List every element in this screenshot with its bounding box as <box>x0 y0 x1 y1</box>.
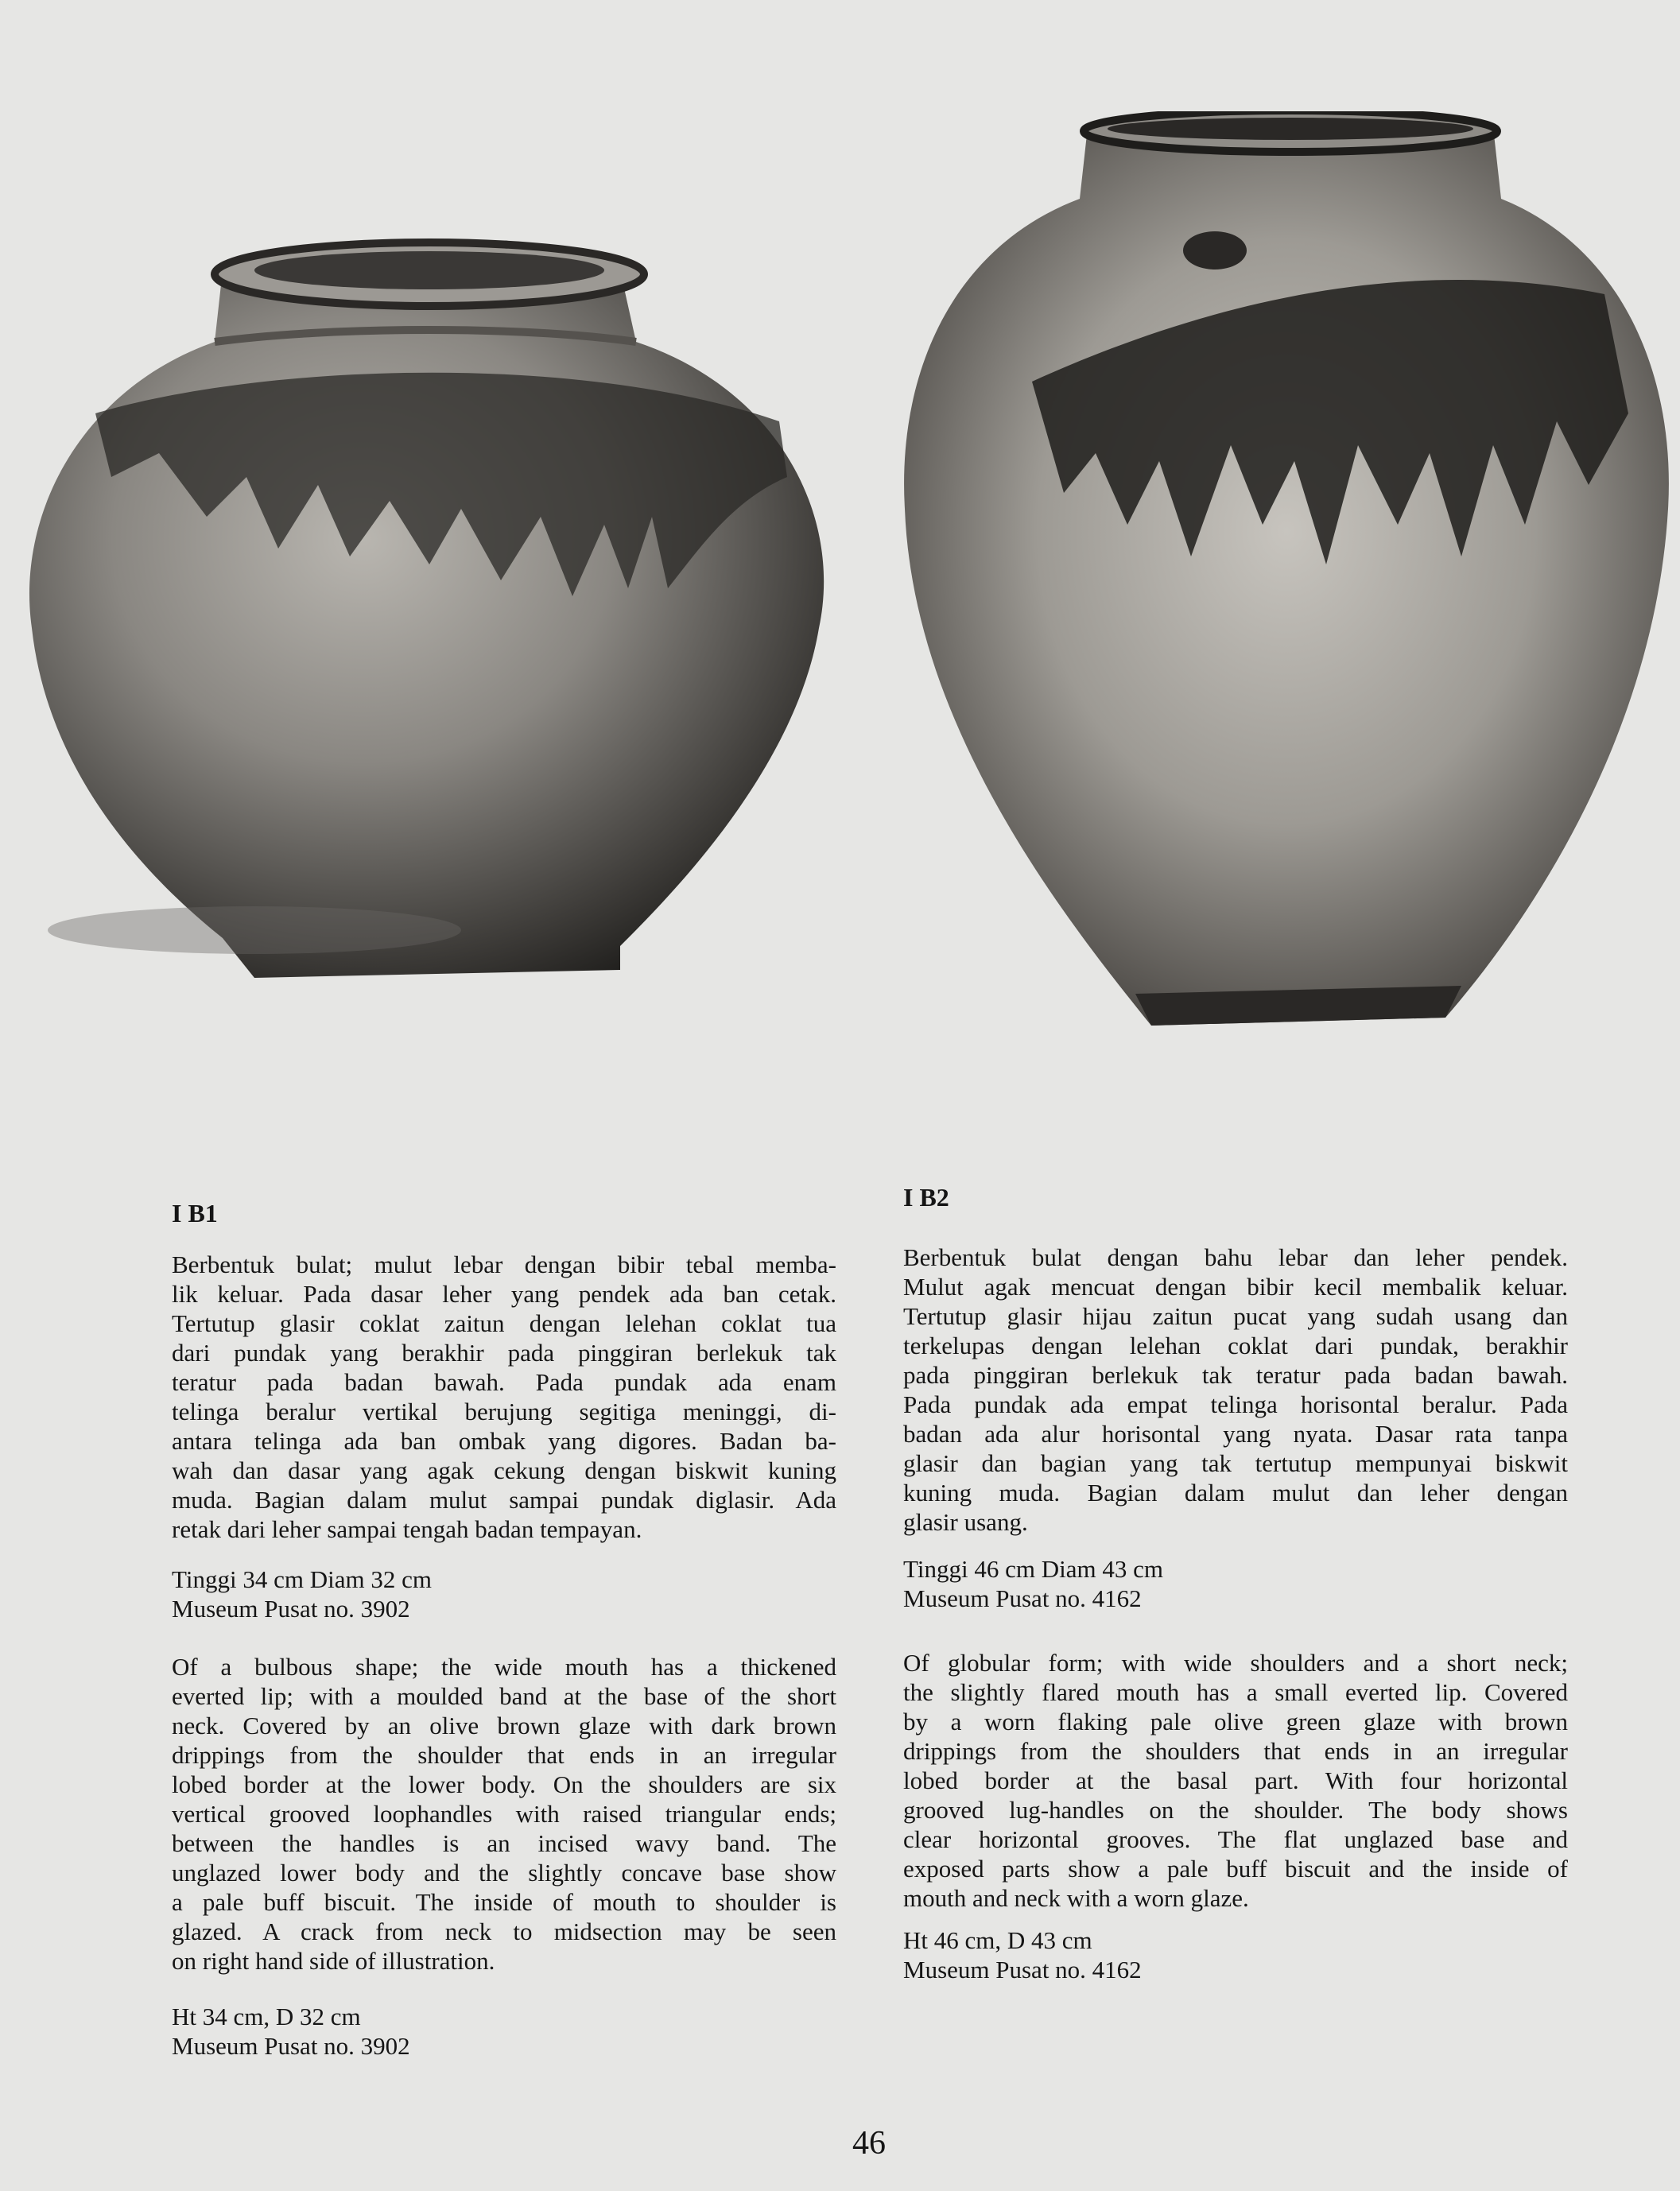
english-description <box>903 1648 1568 1913</box>
text-line: lik keluar. Pada dasar leher yang pendek ada ban cetak. <box>172 1280 836 1308</box>
entry-heading: I B2 <box>903 1183 949 1212</box>
text-line: vertical grooved loophandles with raised triangular ends; <box>172 1800 836 1828</box>
indonesian-description <box>903 1243 1568 1537</box>
text-line: antara telinga ada ban ombak yang digores. Badan ba- <box>172 1427 836 1455</box>
text-line: Museum Pusat no. 3902 <box>172 1595 410 1623</box>
entry-heading: I B1 <box>172 1199 218 1227</box>
text-line: wah dan dasar yang agak cekung dengan biskwit kuning <box>172 1456 836 1484</box>
text-line: everted lip; with a moulded band at the base of the short <box>172 1682 836 1710</box>
text-line: Ht 46 cm, D 43 cm <box>903 1926 1092 1954</box>
jar-photo-i-b2 <box>889 111 1680 1045</box>
text-line: neck. Covered by an olive brown glaze with dark brown <box>172 1712 836 1739</box>
text-line: drippings from the shoulder that ends in an irregular <box>172 1741 836 1769</box>
text-line: by a worn flaking pale olive green glaze with brown <box>903 1708 1568 1735</box>
text-line: grooved lug-handles on the shoulder. The body shows <box>903 1796 1568 1824</box>
text-line: muda. Bagian dalam mulut sampai pundak diglasir. Ada <box>172 1486 836 1514</box>
text-line: Museum Pusat no. 4162 <box>903 1956 1142 1984</box>
text-line: between the handles is an incised wavy band. The <box>172 1829 836 1857</box>
text-line: unglazed lower body and the slightly concave base show <box>172 1859 836 1887</box>
indonesian-dimensions <box>172 1565 836 1623</box>
text-line: terkelupas dengan lelehan coklat dari pundak, berakhir <box>903 1332 1568 1359</box>
text-line: kuning muda. Bagian dalam mulut dan leher dengan <box>903 1479 1568 1507</box>
text-line: dari pundak yang berakhir pada pinggiran berlekuk tak <box>172 1339 836 1367</box>
text-line: Of globular form; with wide shoulders and a short neck; <box>903 1649 1568 1677</box>
indonesian-description <box>172 1250 836 1544</box>
text-line: Tertutup glasir hijau zaitun pucat yang sudah usang dan <box>903 1302 1568 1330</box>
text-line: telinga beralur vertikal berujung segitiga meninggi, di- <box>172 1398 836 1425</box>
text-line: lobed border at the basal part. With four horizontal <box>903 1766 1568 1794</box>
english-dimensions <box>172 2002 836 2061</box>
text-line: lobed border at the lower body. On the shoulders are six <box>172 1770 836 1798</box>
text-line: Pada pundak ada empat telinga horisontal beralur. Pada <box>903 1390 1568 1418</box>
text-line: exposed parts show a pale buff biscuit and the inside of <box>903 1855 1568 1883</box>
text-line: Berbentuk bulat dengan bahu lebar dan leher pendek. <box>903 1243 1568 1271</box>
text-line: mouth and neck with a worn glaze. <box>903 1884 1249 1912</box>
text-line: on right hand side of illustration. <box>172 1947 495 1975</box>
text-line: a pale buff biscuit. The inside of mouth to shoulder is <box>172 1888 836 1916</box>
page-number: 46 <box>852 2125 886 2162</box>
text-line: badan ada alur horisontal yang nyata. Dasar rata tanpa <box>903 1420 1568 1448</box>
text-line: Tinggi 34 cm Diam 32 cm <box>172 1565 432 1593</box>
text-line: Tertutup glasir coklat zaitun dengan lelehan coklat tua <box>172 1309 836 1337</box>
text-line: teratur pada badan bawah. Pada pundak ada enam <box>172 1368 836 1396</box>
text-line: Mulut agak mencuat dengan bibir kecil membalik keluar. <box>903 1273 1568 1301</box>
text-line: drippings from the shoulders that ends in an irregular <box>903 1737 1568 1765</box>
text-line: Berbentuk bulat; mulut lebar dengan bibir tebal memba- <box>172 1251 836 1278</box>
english-description <box>172 1652 836 1976</box>
text-line: Museum Pusat no. 3902 <box>172 2032 410 2060</box>
text-line: Tinggi 46 cm Diam 43 cm <box>903 1555 1163 1583</box>
text-line: glasir dan bagian yang tak tertutup mempunyai biskwit <box>903 1449 1568 1477</box>
text-line: the slightly flared mouth has a small everted lip. Covered <box>903 1678 1568 1706</box>
text-line: Of a bulbous shape; the wide mouth has a thickened <box>172 1653 836 1681</box>
english-dimensions <box>903 1925 1568 1984</box>
indonesian-dimensions <box>903 1554 1568 1613</box>
text-line: glasir usang. <box>903 1508 1028 1536</box>
text-line: Museum Pusat no. 4162 <box>903 1584 1142 1612</box>
text-line: clear horizontal grooves. The flat unglazed base and <box>903 1825 1568 1853</box>
jar-photo-i-b1 <box>16 215 843 1026</box>
text-line: pada pinggiran berlekuk tak teratur pada badan bawah. <box>903 1361 1568 1389</box>
text-line: glazed. A crack from neck to midsection may be seen <box>172 1918 836 1945</box>
text-line: Ht 34 cm, D 32 cm <box>172 2003 361 2030</box>
text-line: retak dari leher sampai tengah badan tempayan. <box>172 1515 642 1543</box>
